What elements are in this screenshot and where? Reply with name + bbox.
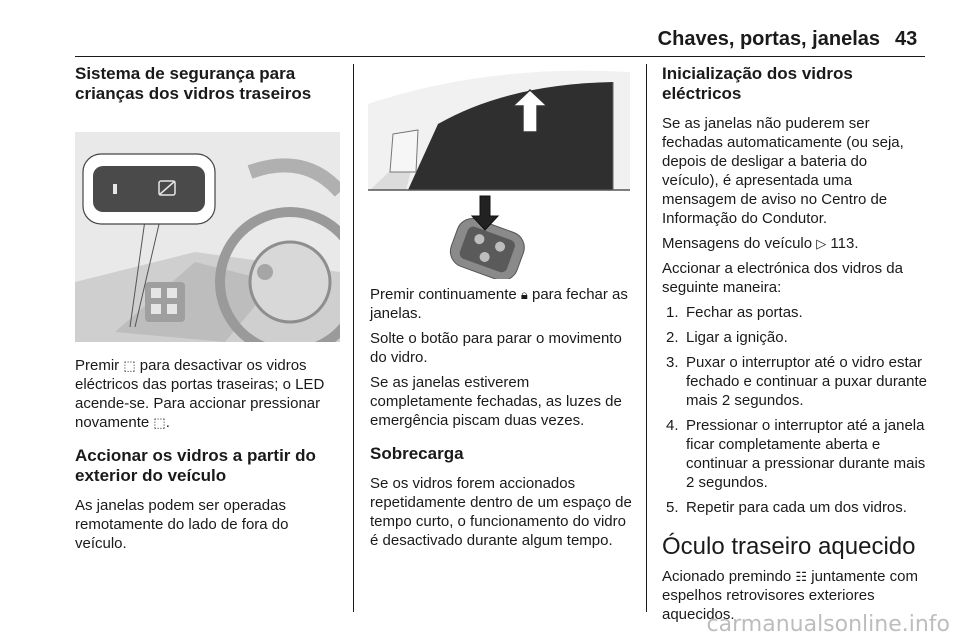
section-heading-remote-windows: Accionar os vidros a partir do exterior do veículo [75,446,316,485]
step-number: 5. [666,499,679,516]
paragraph-procedure-intro: Accionar a electrónica dos vidros da seguinte maneira: [662,260,903,296]
text-fragment: para desactivar os vidros eléctricos das portas traseiras; o LED acende-se. Para accionar pressionar novamente [75,357,325,431]
procedure-steps [662,303,927,517]
header-rule [75,56,925,57]
step-number: 3. [666,354,679,371]
watermark: carmanualsonline.info [706,612,950,637]
text-fragment: juntamente com espelhos retrovisores exteriores aquecidos. [662,568,918,623]
list-item [662,353,927,410]
page-reference-icon: ▷ [816,236,827,251]
paragraph-vehicle-messages [662,234,927,253]
text-fragment: Premir continuamente [370,286,521,303]
page-header-title: Chaves, portas, janelas [657,28,880,50]
child-lock-icon: ⬚ [123,358,136,373]
step-number: 2. [666,329,679,346]
list-item [662,303,927,322]
list-item [662,416,927,492]
step-text: Ligar a ignição. [686,329,788,346]
text-fragment: Mensagens do veículo [662,235,817,252]
lock-icon: 🔒︎ [520,287,528,302]
column-divider-1 [353,64,354,612]
section-heading-child-safety: Sistema de segurança para crianças dos vidros traseiros [75,64,312,103]
text-fragment: Premir [75,357,124,374]
paragraph-remote-windows: As janelas podem ser operadas remotamente do lado de fora do veículo. [75,497,289,552]
step-text: Repetir para cada um dos vidros. [686,499,907,516]
step-text: Puxar o interruptor até o vidro estar fechado e continuar a puxar durante mais 2 segundos. [686,354,928,409]
paragraph-window-init: Se as janelas não puderem ser fechadas automaticamente (ou seja, depois de desligar a bateria do veículo), é apresentada uma mensagem de aviso no Centro de Informação do Condutor. [662,115,904,227]
rear-defrost-icon: ☷ [795,569,808,584]
paragraph-close-windows [370,285,635,323]
paragraph-hazard-lights: Se as janelas estiverem completamente fechadas, as luzes de emergência piscam duas vezes. [370,374,622,429]
illustration-child-lock-switch [75,132,340,342]
step-text: Fechar as portas. [686,304,803,321]
text-fragment: Acionado premindo [662,568,796,585]
paragraph-overload: Se os vidros forem accionados repetidamente dentro de um espaço de tempo curto, o funcionamento do vidro é desactivado durante algum tempo. [370,475,632,549]
section-heading-overload: Sobrecarga [370,444,464,463]
list-item [662,328,927,347]
list-item [662,498,927,517]
step-text: Pressionar o interruptor até a janela ficar completamente aberta e continuar a pressionar durante mais 2 segundos. [686,417,926,491]
text-fragment: 113. [826,235,859,252]
paragraph-release-button: Solte o botão para parar o movimento do vidro. [370,330,622,366]
column-1 [75,64,340,553]
illustration-remote-key-window-close [368,64,630,279]
text-fragment: para fechar as janelas. [370,286,628,322]
column-2 [370,64,635,550]
text-fragment: . [165,414,170,431]
column-3 [662,64,927,624]
section-heading-window-init: Inicialização dos vidros eléctricos [662,64,853,103]
paragraph-child-lock [75,356,340,432]
step-number: 1. [666,304,679,321]
page-number: 43 [895,28,918,50]
section-heading-rear-window-heater: Óculo traseiro aquecido [662,533,916,560]
column-divider-2 [646,64,647,612]
child-lock-icon: ⬚ [153,415,166,430]
step-number: 4. [666,417,679,434]
